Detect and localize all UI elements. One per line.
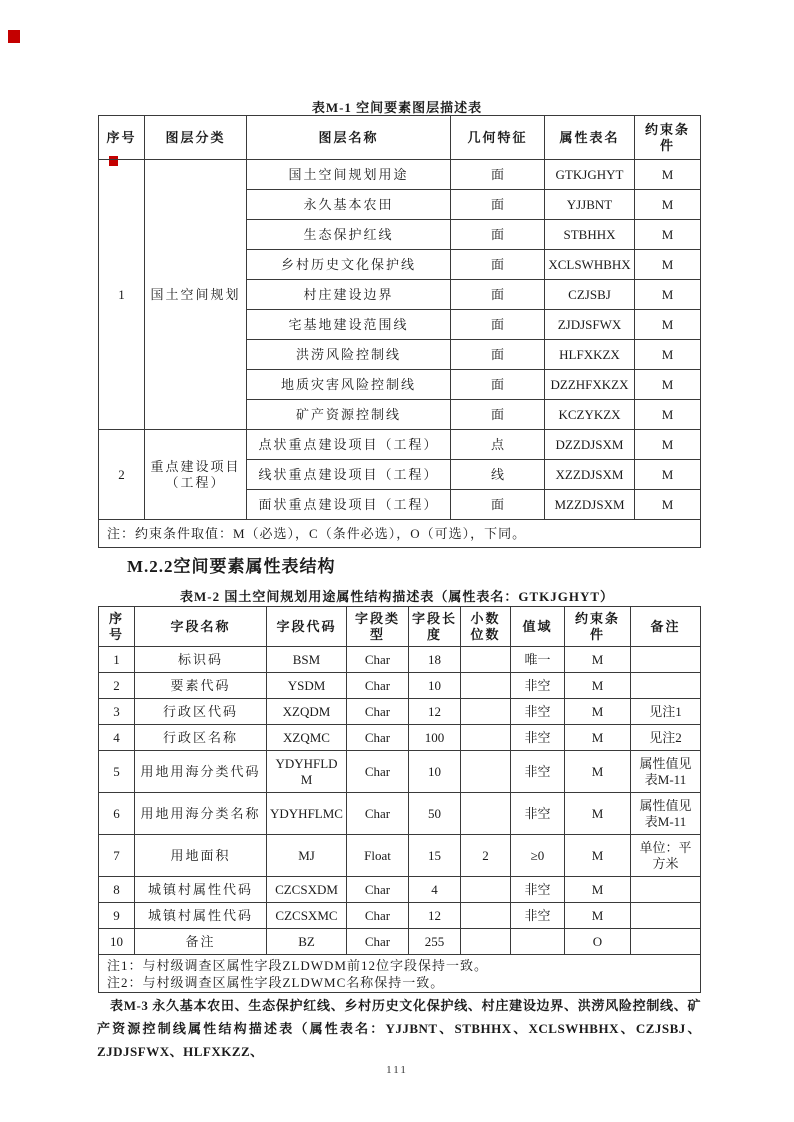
layer-name: 生态保护红线 xyxy=(247,220,451,250)
table-row xyxy=(99,430,701,460)
attribute-table-name: YJJBNT xyxy=(545,190,635,220)
constraint: M xyxy=(635,250,701,280)
remark xyxy=(631,903,701,929)
remark: 单位：平方米 xyxy=(631,835,701,877)
layer-category: 重点建设项目（工程） xyxy=(145,430,247,520)
table-row xyxy=(99,647,701,673)
field-type: Char xyxy=(347,793,409,835)
field-type: Char xyxy=(347,903,409,929)
table-m2 xyxy=(98,606,701,993)
table-m3-caption: 表M-3 永久基本农田、生态保护红线、乡村历史文化保护线、村庄建设边界、洪涝风险控制线、矿产资源控制线属性结构描述表（属性表名：YJJBNT、STBHHX、XCLSWHBHX、CZJSBJ、ZJDJSFWX、HLFXKZZ、 xyxy=(97,998,701,1059)
table-row xyxy=(99,673,701,699)
attribute-table-name: STBHHX xyxy=(545,220,635,250)
attribute-table-name: MZZDJSXM xyxy=(545,490,635,520)
table-row xyxy=(99,699,701,725)
layer-name: 国土空间规划用途 xyxy=(247,160,451,190)
layer-name: 洪涝风险控制线 xyxy=(247,340,451,370)
remark: 属性值见表M-11 xyxy=(631,751,701,793)
field-type: Char xyxy=(347,751,409,793)
field-name: 行政区代码 xyxy=(135,699,267,725)
constraint: M xyxy=(635,190,701,220)
layer-name: 永久基本农田 xyxy=(247,190,451,220)
constraint: M xyxy=(565,903,631,929)
attribute-table-name: GTKJGHYT xyxy=(545,160,635,190)
constraint: M xyxy=(565,793,631,835)
layer-name: 乡村历史文化保护线 xyxy=(247,250,451,280)
constraint: M xyxy=(635,430,701,460)
layer-name: 点状重点建设项目（工程） xyxy=(247,430,451,460)
field-length: 100 xyxy=(409,725,461,751)
column-header: 备注 xyxy=(631,607,701,647)
field-length: 4 xyxy=(409,877,461,903)
layer-category: 国土空间规划 xyxy=(145,160,247,430)
value-domain xyxy=(511,929,565,955)
field-type: Char xyxy=(347,877,409,903)
geometry-type: 面 xyxy=(451,220,545,250)
remark: 属性值见表M-11 xyxy=(631,793,701,835)
decimal-digits xyxy=(461,725,511,751)
table-m2-notes-row xyxy=(99,955,701,993)
value-domain: 唯一 xyxy=(511,647,565,673)
attribute-table-name: DZZHFXKZX xyxy=(545,370,635,400)
decimal-digits xyxy=(461,751,511,793)
table-row xyxy=(99,751,701,793)
sequence-number: 2 xyxy=(99,673,135,699)
geometry-type: 面 xyxy=(451,280,545,310)
sequence-number: 9 xyxy=(99,903,135,929)
remark xyxy=(631,647,701,673)
constraint: M xyxy=(565,647,631,673)
value-domain: 非空 xyxy=(511,903,565,929)
table-m2-note2: 注2：与村级调查区属性字段ZLDWMC名称保持一致。 xyxy=(107,974,445,990)
column-header: 属性表名 xyxy=(545,116,635,160)
table-row xyxy=(99,877,701,903)
attribute-table-name: XCLSWHBHX xyxy=(545,250,635,280)
field-code: XZQDM xyxy=(267,699,347,725)
layer-name: 线状重点建设项目（工程） xyxy=(247,460,451,490)
field-length: 15 xyxy=(409,835,461,877)
table-m1-note-row xyxy=(99,520,701,548)
decimal-digits xyxy=(461,877,511,903)
field-name: 城镇村属性代码 xyxy=(135,903,267,929)
column-header: 小数位数 xyxy=(461,607,511,647)
field-length: 18 xyxy=(409,647,461,673)
sequence-number: 3 xyxy=(99,699,135,725)
geometry-type: 面 xyxy=(451,160,545,190)
page-number: 111 xyxy=(386,1064,408,1076)
column-header: 约束条件 xyxy=(635,116,701,160)
field-type: Char xyxy=(347,647,409,673)
constraint: M xyxy=(635,340,701,370)
table-row xyxy=(99,929,701,955)
field-name: 备注 xyxy=(135,929,267,955)
field-length: 50 xyxy=(409,793,461,835)
decimal-digits xyxy=(461,929,511,955)
constraint: M xyxy=(635,490,701,520)
sequence-number: 10 xyxy=(99,929,135,955)
remark xyxy=(631,929,701,955)
sequence-number: 1 xyxy=(99,160,145,430)
table-row xyxy=(99,903,701,929)
column-header: 序号 xyxy=(99,116,145,160)
section-heading: M.2.2空间要素属性表结构 xyxy=(127,557,336,576)
sequence-number: 1 xyxy=(99,647,135,673)
table-row xyxy=(99,725,701,751)
table-m1-note: 注：约束条件取值：M（必选），C（条件必选），O（可选），下同。 xyxy=(99,520,701,548)
remark xyxy=(631,877,701,903)
decimal-digits xyxy=(461,793,511,835)
attribute-table-name: KCZYKZX xyxy=(545,400,635,430)
sequence-number: 2 xyxy=(99,430,145,520)
table-m2-note1: 注1：与村级调查区属性字段ZLDWDM前12位字段保持一致。 xyxy=(107,957,488,973)
constraint: M xyxy=(565,725,631,751)
geometry-type: 面 xyxy=(451,250,545,280)
table-m2-header xyxy=(99,607,701,647)
field-type: Char xyxy=(347,725,409,751)
table-m1-header xyxy=(99,116,701,160)
field-length: 10 xyxy=(409,751,461,793)
decimal-digits xyxy=(461,647,511,673)
geometry-type: 面 xyxy=(451,190,545,220)
value-domain: 非空 xyxy=(511,877,565,903)
column-header: 值域 xyxy=(511,607,565,647)
layer-name: 地质灾害风险控制线 xyxy=(247,370,451,400)
constraint: M xyxy=(565,877,631,903)
remark: 见注2 xyxy=(631,725,701,751)
geometry-type: 面 xyxy=(451,370,545,400)
field-type: Char xyxy=(347,929,409,955)
field-code: BSM xyxy=(267,647,347,673)
table-m1-caption: 表M-1 空间要素图层描述表 xyxy=(311,100,483,115)
constraint: M xyxy=(635,370,701,400)
column-header: 序号 xyxy=(99,607,135,647)
column-header: 约束条件 xyxy=(565,607,631,647)
value-domain: 非空 xyxy=(511,673,565,699)
column-header: 字段长度 xyxy=(409,607,461,647)
field-length: 10 xyxy=(409,673,461,699)
sequence-number: 5 xyxy=(99,751,135,793)
geometry-type: 线 xyxy=(451,460,545,490)
field-length: 12 xyxy=(409,903,461,929)
remark: 见注1 xyxy=(631,699,701,725)
attribute-table-name: CZJSBJ xyxy=(545,280,635,310)
field-length: 12 xyxy=(409,699,461,725)
constraint: M xyxy=(635,400,701,430)
column-header: 字段名称 xyxy=(135,607,267,647)
remark xyxy=(631,673,701,699)
constraint: M xyxy=(635,460,701,490)
table-row xyxy=(99,160,701,190)
column-header: 图层名称 xyxy=(247,116,451,160)
field-name: 要素代码 xyxy=(135,673,267,699)
attribute-table-name: XZZDJSXM xyxy=(545,460,635,490)
field-name: 用地用海分类代码 xyxy=(135,751,267,793)
geometry-type: 面 xyxy=(451,400,545,430)
field-type: Char xyxy=(347,699,409,725)
table-row xyxy=(99,793,701,835)
value-domain: ≥0 xyxy=(511,835,565,877)
attribute-table-name: ZJDJSFWX xyxy=(545,310,635,340)
column-header: 图层分类 xyxy=(145,116,247,160)
decimal-digits: 2 xyxy=(461,835,511,877)
layer-name: 宅基地建设范围线 xyxy=(247,310,451,340)
geometry-type: 点 xyxy=(451,430,545,460)
geometry-type: 面 xyxy=(451,310,545,340)
sequence-number: 8 xyxy=(99,877,135,903)
geometry-type: 面 xyxy=(451,340,545,370)
field-type: Float xyxy=(347,835,409,877)
column-header: 几何特征 xyxy=(451,116,545,160)
field-code: CZCSXDM xyxy=(267,877,347,903)
constraint: M xyxy=(565,751,631,793)
field-name: 标识码 xyxy=(135,647,267,673)
geometry-type: 面 xyxy=(451,490,545,520)
field-name: 城镇村属性代码 xyxy=(135,877,267,903)
field-code: CZCSXMC xyxy=(267,903,347,929)
layer-name: 面状重点建设项目（工程） xyxy=(247,490,451,520)
field-code: XZQMC xyxy=(267,725,347,751)
constraint: M xyxy=(635,220,701,250)
sequence-number: 7 xyxy=(99,835,135,877)
constraint: M xyxy=(635,310,701,340)
value-domain: 非空 xyxy=(511,793,565,835)
red-annotation-mark xyxy=(8,30,20,43)
layer-name: 村庄建设边界 xyxy=(247,280,451,310)
table-m2-caption: 表M-2 国土空间规划用途属性结构描述表（属性表名：GTKJGHYT） xyxy=(179,589,615,604)
table-m1 xyxy=(98,115,701,548)
field-code: BZ xyxy=(267,929,347,955)
field-code: YSDM xyxy=(267,673,347,699)
sequence-number: 4 xyxy=(99,725,135,751)
table-row xyxy=(99,835,701,877)
field-length: 255 xyxy=(409,929,461,955)
field-name: 用地用海分类名称 xyxy=(135,793,267,835)
constraint: M xyxy=(635,280,701,310)
sequence-number: 6 xyxy=(99,793,135,835)
value-domain: 非空 xyxy=(511,725,565,751)
constraint: M xyxy=(565,699,631,725)
constraint: M xyxy=(635,160,701,190)
column-header: 字段代码 xyxy=(267,607,347,647)
decimal-digits xyxy=(461,673,511,699)
constraint: O xyxy=(565,929,631,955)
field-code: YDYHFLDM xyxy=(267,751,347,793)
constraint: M xyxy=(565,835,631,877)
layer-name: 矿产资源控制线 xyxy=(247,400,451,430)
decimal-digits xyxy=(461,903,511,929)
decimal-digits xyxy=(461,699,511,725)
field-name: 用地面积 xyxy=(135,835,267,877)
field-code: YDYHFLMC xyxy=(267,793,347,835)
attribute-table-name: DZZDJSXM xyxy=(545,430,635,460)
attribute-table-name: HLFXKZX xyxy=(545,340,635,370)
field-type: Char xyxy=(347,673,409,699)
field-name: 行政区名称 xyxy=(135,725,267,751)
field-code: MJ xyxy=(267,835,347,877)
constraint: M xyxy=(565,673,631,699)
value-domain: 非空 xyxy=(511,751,565,793)
column-header: 字段类型 xyxy=(347,607,409,647)
value-domain: 非空 xyxy=(511,699,565,725)
